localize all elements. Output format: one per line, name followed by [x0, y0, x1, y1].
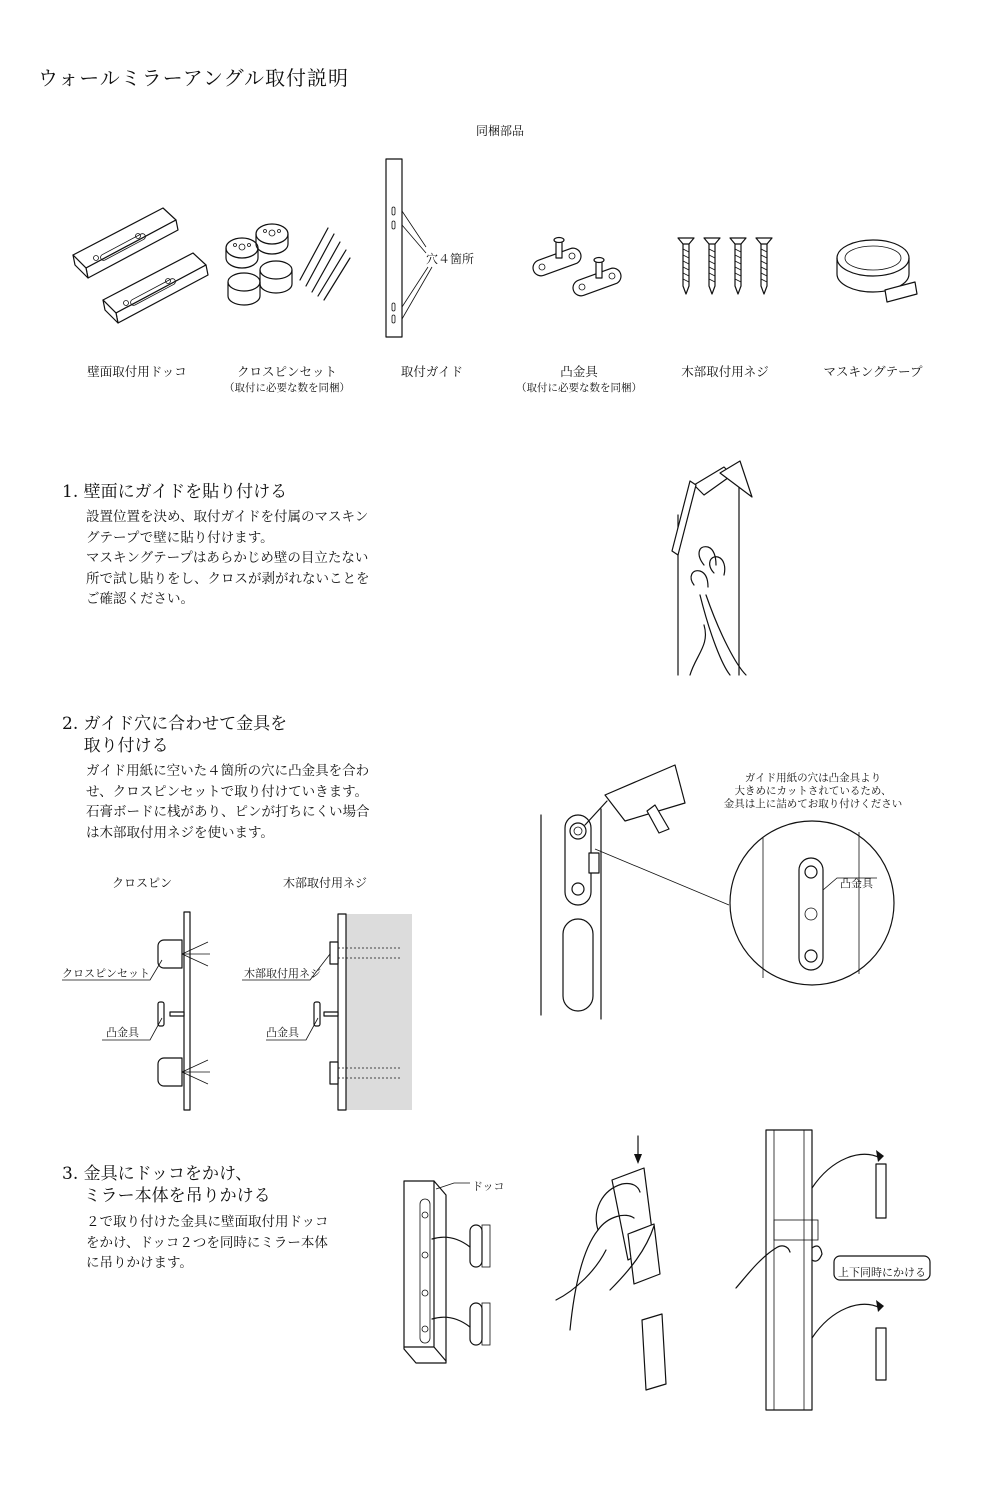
- screw-section-diagram: [240, 912, 415, 1112]
- screw-diagram-heading: 木部取付用ネジ: [283, 876, 368, 890]
- convex-bracket: [571, 258, 623, 299]
- bracket-label-left: 凸金具: [106, 1026, 139, 1039]
- crosspin-section-diagram: [60, 912, 220, 1112]
- wood-screw: [704, 238, 720, 294]
- convex-bracket-section: [314, 1002, 338, 1026]
- step2-body: ガイド用紙に空いた４箇所の穴に凸金具を合わ せ、クロスピンセットで取り付けていきます。 石膏ボードに桟があり、ピンが打ちにくい場合 は木部取付用ネジを使います。: [86, 763, 370, 841]
- convex-bracket-section: [158, 1002, 184, 1026]
- page-title: ウォールミラーアングル取付説明: [38, 66, 349, 90]
- crosspin-cap: [260, 261, 292, 293]
- part-note-convex-bracket: （取付に必要な数を同梱）: [516, 382, 642, 394]
- wood-screws-illustration: [676, 235, 776, 305]
- convex-bracket-illustration: [526, 228, 646, 308]
- wood-screw: [756, 238, 772, 294]
- wood-screw-label: 木部取付用ネジ: [244, 967, 321, 980]
- step1-illustration: [664, 455, 774, 680]
- crosspin-head: [256, 224, 288, 254]
- convex-bracket: [470, 1225, 490, 1267]
- dokko-piece-upper: [73, 208, 178, 278]
- simultaneous-label: 上下同時にかける: [838, 1266, 926, 1279]
- pin-nails: [300, 228, 350, 300]
- part-label-convex-bracket: 凸金具: [560, 364, 598, 379]
- guide-holes-callout: 穴４箇所: [426, 252, 475, 266]
- zoom-circle: [727, 818, 897, 988]
- crosspin-diagram-heading: クロスピン: [112, 876, 173, 890]
- masking-tape-illustration: [833, 232, 923, 302]
- wood-screw: [730, 238, 746, 294]
- part-label-masking-tape: マスキングテープ: [823, 364, 923, 379]
- part-note-crosspin: （取付に必要な数を同梱）: [224, 382, 350, 394]
- bracket-label-right: 凸金具: [266, 1026, 299, 1039]
- dokko-illustration: [68, 200, 218, 330]
- step3-hand-illustration: [550, 1130, 670, 1390]
- convex-bracket: [470, 1303, 490, 1345]
- dokko-piece-lower: [103, 253, 208, 323]
- part-label-crosspin: クロスピンセット: [236, 364, 337, 379]
- step2-callout: ガイド用紙の穴は凸金具より 大きめにカットされているため、 金具は上に詰めてお取り付けください: [723, 772, 903, 810]
- step3-title: 3. 金具にドッコをかけ、 ミラー本体を吊りかける: [62, 1164, 271, 1206]
- convex-bracket: [531, 238, 583, 279]
- dokko-label: ドッコ: [472, 1180, 505, 1193]
- part-label-guide: 取付ガイド: [400, 364, 464, 379]
- parts-heading: 同梱部品: [475, 124, 524, 138]
- part-label-wood-screw: 木部取付用ネジ: [681, 364, 769, 379]
- crosspin-set-illustration: [220, 220, 360, 310]
- crosspin-head: [226, 238, 258, 268]
- crosspin-set-label: クロスピンセット: [62, 967, 150, 980]
- convex-bracket-zoom: [799, 858, 823, 970]
- dokko-bracket-diagram: [400, 1175, 520, 1365]
- zoom-convex-bracket-label: 凸金具: [840, 877, 873, 890]
- crosspin-cap: [228, 273, 260, 305]
- step3-body: ２で取り付けた金具に壁面取付用ドッコ をかけ、ドッコ２つを同時にミラー本体 に吊りかけます。: [86, 1214, 329, 1271]
- step2-title: 2. ガイド穴に合わせて金具を 取り付ける: [62, 714, 288, 756]
- wood-screw: [678, 238, 694, 294]
- step1-body: 設置位置を決め、取付ガイドを付属のマスキン グテープで壁に貼り付けます。 マスキングテープはあらかじめ壁の目立たない 所で試し貼りをし、クロスが剥がれないことを ご確認ください。: [86, 509, 370, 607]
- part-label-dokko: 壁面取付用ドッコ: [87, 364, 187, 379]
- step1-title: 1. 壁面にガイドを貼り付ける: [62, 482, 288, 502]
